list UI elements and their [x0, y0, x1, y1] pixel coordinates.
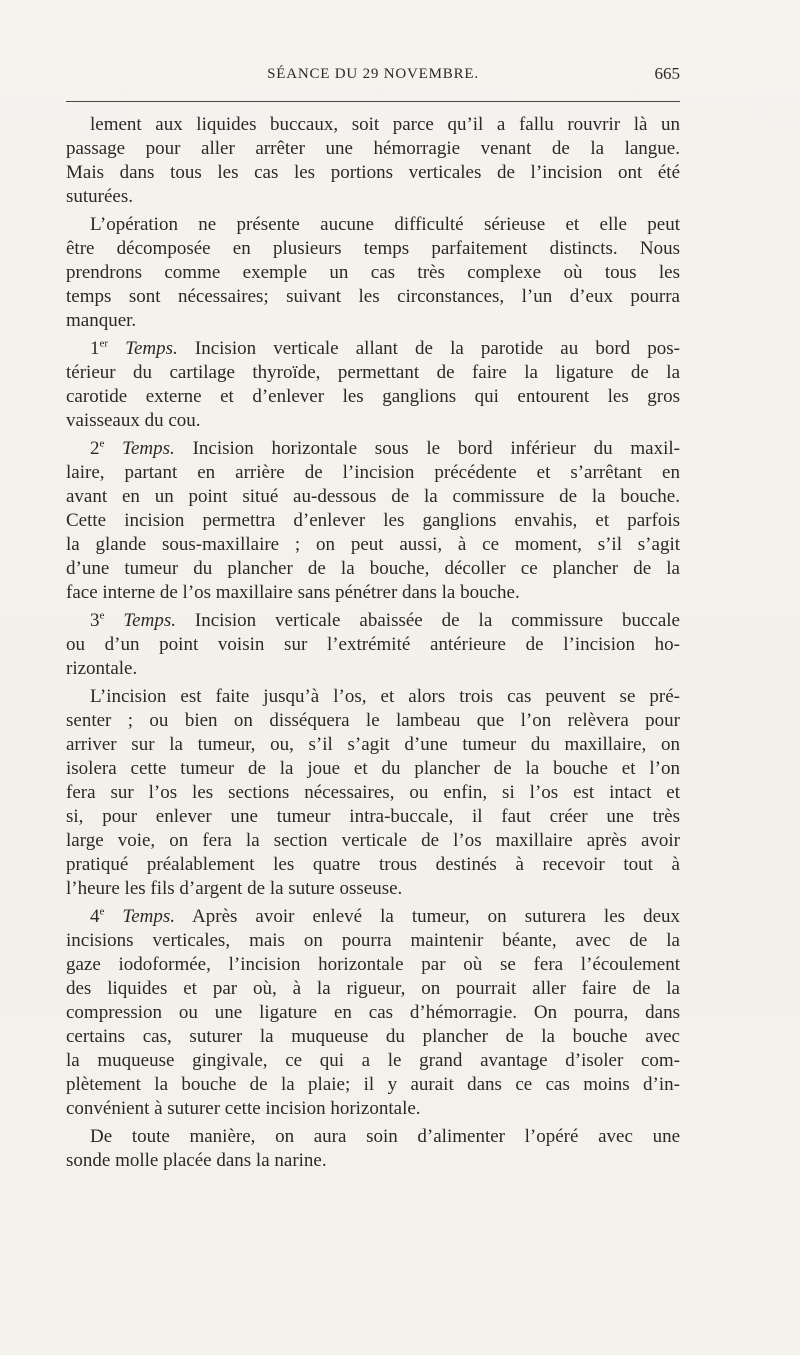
paragraph	[66, 609, 680, 681]
text-line	[66, 657, 680, 681]
step-number: 4	[90, 906, 100, 927]
paragraph	[66, 213, 680, 333]
line-text: carotide externe et d’enlever les ganglions qui entourent les gros	[66, 386, 680, 407]
line-text: incisions verticales, mais on pourra maintenir béante, avec de la	[66, 930, 680, 951]
line-text: isolera cette tumeur de la joue et du plancher de la bouche et l’on	[66, 758, 680, 779]
paragraph	[66, 437, 680, 605]
line-text: vaisseaux du cou.	[66, 410, 201, 431]
text-line	[66, 361, 680, 385]
line-text: temps sont nécessaires; suivant les circonstances, l’un d’eux pourra	[66, 286, 680, 307]
step-label: Temps.	[104, 906, 176, 927]
step-label: Temps.	[104, 610, 176, 631]
text-line	[66, 1001, 680, 1025]
text-line	[66, 437, 680, 461]
line-text: face interne de l’os maxillaire sans pénétrer dans la bouche.	[66, 582, 520, 603]
step-label: Temps.	[104, 438, 175, 459]
line-text: plètement la bouche de la plaie; il y aurait dans ce cas moins d’in-	[66, 1074, 680, 1095]
line-text: sonde molle placée dans la narine.	[66, 1150, 327, 1171]
step-number: 1	[90, 338, 100, 359]
line-text: compression ou une ligature en cas d’hémorragie. On pourra, dans	[66, 1002, 680, 1023]
text-line	[66, 385, 680, 409]
paragraph	[66, 337, 680, 433]
step-number-suffix: e	[99, 437, 105, 450]
line-text: manquer.	[66, 310, 137, 331]
text-line	[66, 929, 680, 953]
text-line	[66, 1073, 680, 1097]
step-number-suffix: e	[99, 905, 105, 918]
text-line	[66, 805, 680, 829]
line-text: certains cas, suturer la muqueuse du plancher de la bouche avec	[66, 1026, 680, 1047]
line-text: Incision verticale allant de la parotide au bord pos-	[177, 338, 680, 359]
text-line	[66, 461, 680, 485]
text-line	[66, 1097, 680, 1121]
body-text	[66, 113, 680, 1177]
page-header	[66, 62, 680, 92]
step-number: 3	[90, 610, 100, 631]
page-number: 665	[654, 64, 680, 83]
text-line	[66, 113, 680, 137]
line-text: fera sur l’os les sections nécessaires, ou enfin, si l’os est intact et	[66, 782, 680, 803]
line-text: L’incision est faite jusqu’à l’os, et alors trois cas peuvent se pré-	[90, 686, 680, 707]
line-text: être décomposée en plusieurs temps parfaitement distincts. Nous	[66, 238, 680, 259]
line-text: Après avoir enlevé la tumeur, on suturera les deux	[175, 906, 680, 927]
line-text: arriver sur la tumeur, ou, s’il s’agit d’une tumeur du maxillaire, on	[66, 734, 680, 755]
text-line	[66, 853, 680, 877]
line-text: d’une tumeur du plancher de la bouche, décoller ce plancher de la	[66, 558, 680, 579]
text-line	[66, 757, 680, 781]
text-line	[66, 953, 680, 977]
text-line	[66, 609, 680, 633]
line-text: ou d’un point voisin sur l’extrémité antérieure de l’incision ho-	[66, 634, 680, 655]
text-line	[66, 261, 680, 285]
text-line	[66, 1149, 680, 1173]
text-line	[66, 781, 680, 805]
line-text: Cette incision permettra d’enlever les ganglions envahis, et parfois	[66, 510, 680, 531]
text-line	[66, 1049, 680, 1073]
text-line	[66, 213, 680, 237]
text-line	[66, 685, 680, 709]
paragraph	[66, 113, 680, 209]
line-text: prendrons comme exemple un cas très complexe où tous les	[66, 262, 680, 283]
text-line	[66, 1025, 680, 1049]
text-line	[66, 733, 680, 757]
line-text: Incision horizontale sous le bord inférieur du maxil-	[174, 438, 680, 459]
text-line	[66, 485, 680, 509]
paragraph	[66, 1125, 680, 1173]
paragraph	[66, 685, 680, 901]
line-text: térieur du cartilage thyroïde, permettant de faire la ligature de la	[66, 362, 680, 383]
line-text: gaze iodoformée, l’incision horizontale par où se fera l’écoulement	[66, 954, 680, 975]
line-text: Mais dans tous les cas les portions verticales de l’incision ont été	[66, 162, 680, 183]
text-line	[66, 161, 680, 185]
text-line	[66, 829, 680, 853]
line-text: convénient à suturer cette incision horizontale.	[66, 1098, 421, 1119]
text-line	[66, 309, 680, 333]
line-text: la muqueuse gingivale, ce qui a le grand avantage d’isoler com-	[66, 1050, 680, 1071]
running-head: SÉANCE DU 29 NOVEMBRE.	[267, 66, 479, 82]
text-line	[66, 905, 680, 929]
line-text: senter ; ou bien on disséquera le lambeau que l’on relèvera pour	[66, 710, 680, 731]
line-text: Incision verticale abaissée de la commissure buccale	[175, 610, 680, 631]
line-text: passage pour aller arrêter une hémorragie venant de la langue.	[66, 138, 680, 159]
text-line	[66, 137, 680, 161]
text-line	[66, 285, 680, 309]
line-text: avant en un point situé au-dessous de la commissure de la bouche.	[66, 486, 680, 507]
line-text: des liquides et par où, à la rigueur, on pourrait aller faire de la	[66, 978, 680, 999]
step-number-suffix: e	[99, 609, 105, 622]
text-line	[66, 409, 680, 433]
line-text: large voie, on fera la section verticale de l’os maxillaire après avoir	[66, 830, 680, 851]
paragraph-gap	[66, 1173, 680, 1177]
step-number: 2	[90, 438, 100, 459]
line-text: lement aux liquides buccaux, soit parce qu’il a fallu rouvrir là un	[90, 114, 680, 135]
step-label: Temps.	[108, 338, 178, 359]
text-line	[66, 977, 680, 1001]
text-line	[66, 1125, 680, 1149]
paragraph	[66, 905, 680, 1121]
header-rule	[66, 101, 680, 102]
text-line	[66, 185, 680, 209]
line-text: la glande sous-maxillaire ; on peut aussi, à ce moment, s’il s’agit	[66, 534, 680, 555]
line-text: suturées.	[66, 186, 134, 207]
text-line	[66, 509, 680, 533]
line-text: rizontale.	[66, 658, 138, 679]
text-line	[66, 709, 680, 733]
text-line	[66, 237, 680, 261]
text-line	[66, 533, 680, 557]
step-number-suffix: er	[99, 337, 109, 350]
text-line	[66, 337, 680, 361]
line-text: si, pour enlever une tumeur intra-buccale, il faut créer une très	[66, 806, 680, 827]
line-text: L’opération ne présente aucune difficulté sérieuse et elle peut	[90, 214, 680, 235]
text-line	[66, 633, 680, 657]
line-text: De toute manière, on aura soin d’alimenter l’opéré avec une	[90, 1126, 680, 1147]
line-text: l’heure les fils d’argent de la suture osseuse.	[66, 878, 403, 899]
text-line	[66, 581, 680, 605]
text-line	[66, 877, 680, 901]
line-text: pratiqué préalablement les quatre trous destinés à recevoir tout à	[66, 854, 680, 875]
text-line	[66, 557, 680, 581]
line-text: laire, partant en arrière de l’incision précédente et s’arrêtant en	[66, 462, 680, 483]
